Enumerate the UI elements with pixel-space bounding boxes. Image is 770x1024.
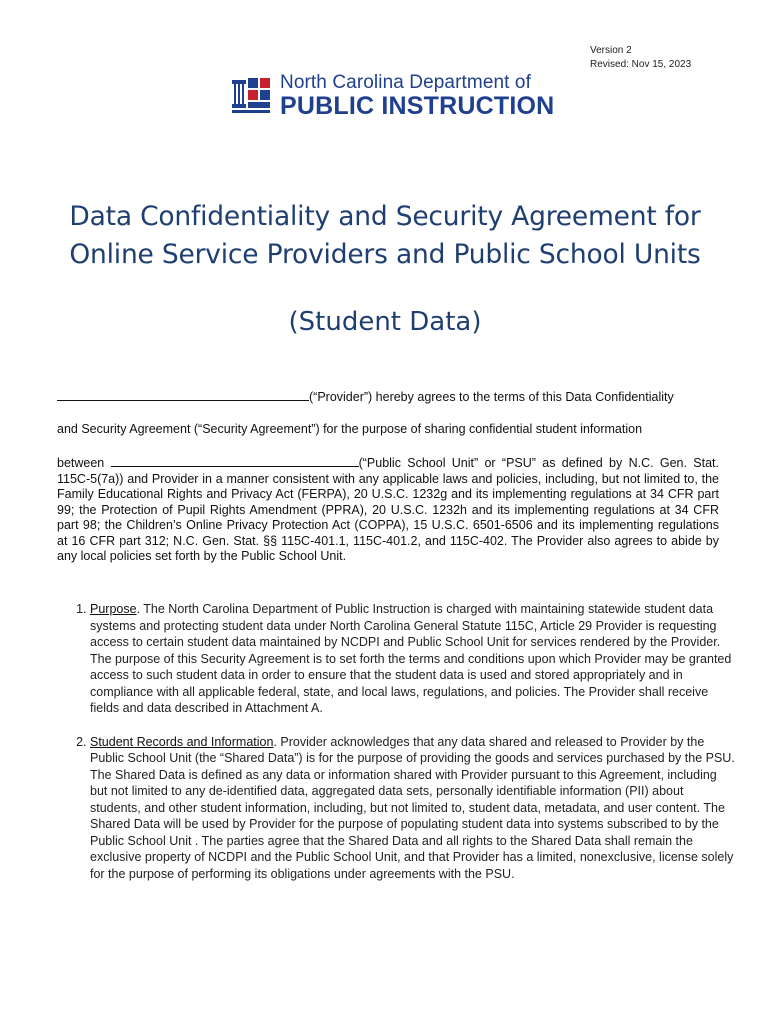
between-label: between (57, 456, 105, 470)
intro-provider-line (57, 389, 719, 404)
list-item (90, 601, 736, 717)
provider-blank-line (57, 389, 309, 401)
logo-line-1: North Carolina Department of (280, 72, 531, 93)
intro-line-2: and Security Agreement (“Security Agreement”) for the purpose of sharing confidential student information (57, 422, 643, 436)
section-heading: Student Records and Information (90, 734, 274, 749)
list-item (90, 734, 736, 883)
psu-blank-line (111, 455, 359, 467)
logo-line-2: PUBLIC INSTRUCTION (280, 92, 555, 120)
sections-list (66, 601, 736, 899)
document-title: Data Confidentiality and Security Agreement for Online Service Providers and Public School Units (69, 201, 701, 270)
revised-date: Revised: Nov 15, 2023 (590, 59, 692, 70)
intro-between-paragraph (57, 455, 719, 565)
section-body: . Provider acknowledges that any data shared and released to Provider by the Public School Unit (the “Shared Data”) is for the purpose of providing the goods and services purchased by the PSU. The Shared Data is defined as any data or information shared with Provider pursuant to this Agreement, including but not limited to any de-identified data, aggregated data sets, personally identifiable information (PII) about students, and other student information, including, but not limited to, student data, metadata, and user content. The Shared Data will be used by Provider for the purpose of populating student data into systems subscribed to by the Public School Unit . The parties agree that the Shared Data and all rights to the Shared Data shall remain the exclusive property of NCDPI and the Public School Unit, and that Provider has a limited, nonexclusive, license solely for the purpose of performing its obligations under agreements with the PSU. (90, 734, 735, 881)
version-label: Version 2 (590, 45, 632, 56)
version-info (590, 44, 691, 72)
section-body: . The North Carolina Department of Public Instruction is charged with maintaining statewide student data systems and protecting student data under North Carolina General Statute 115C, Article 29 Provider is requesting access to certain student data maintained by NCDPI and Public School Unit for services rendered by the Provider. The purpose of this Security Agreement is to set forth the terms and conditions upon which Provider may be granted access to such student data in order to ensure that the student data is used and stored appropriately and in compliance with all applicable federal, state, and local laws, regulations, and policies. The Provider shall receive fields and data described in Attachment A. (90, 602, 732, 715)
ncdpi-emblem-icon (230, 74, 274, 118)
section-heading: Purpose (90, 602, 137, 616)
ncdpi-logo (230, 72, 570, 122)
between-text: (“Public School Unit” or “PSU” as defined by N.C. Gen. Stat. 115C-5(7a)) and Provider in a manner consistent with any applicable laws and policies, including, but not limited to, the Family Educational Rights and Privacy Act (FERPA), 20 U.S.C. 1232g and its implementing regulations at 34 CFR part 99; the Protection of Pupil Rights Amendment (PPRA), 20 U.S.C. 1232h and its implementing regulations at 34 CFR part 98; the Children’s Online Privacy Protection Act (COPPA), 15 U.S.C. 6501-6506 and its implementing regulations at 16 CFR part 312; N.C. Gen. Stat. §§ 115C-401.1, 115C-401.2, and 115C-402. The Provider also agrees to abide by any local policies set forth by the Public School Unit. (57, 456, 719, 563)
document-subtitle: (Student Data) (288, 307, 482, 337)
provider-text: (“Provider”) hereby agrees to the terms of this Data Confidentiality (309, 390, 674, 404)
